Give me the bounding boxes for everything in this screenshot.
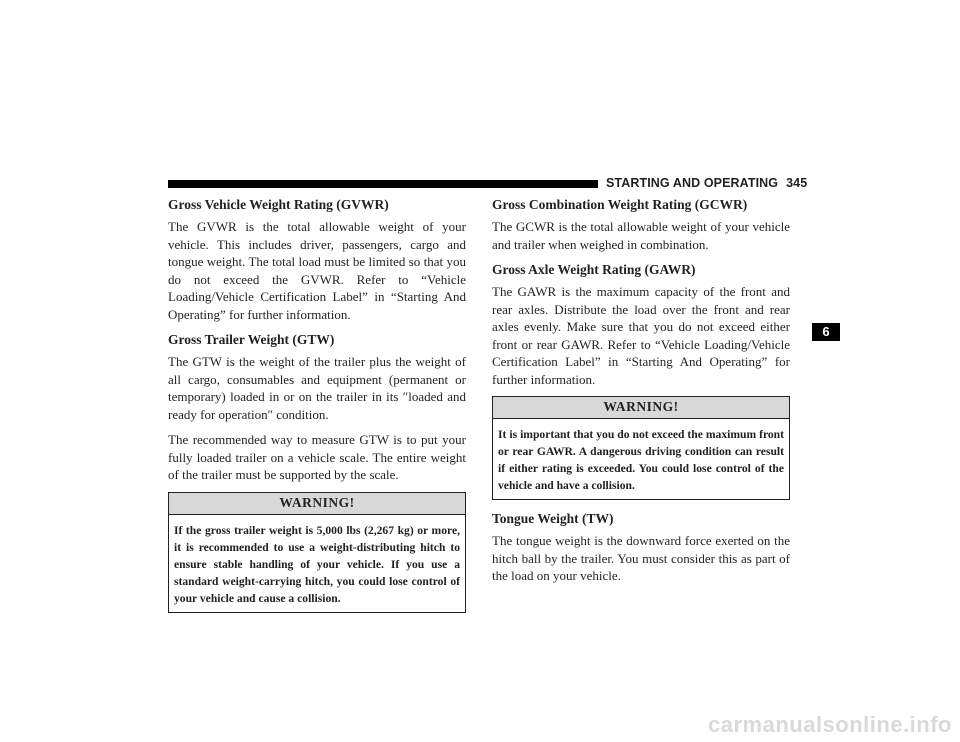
running-header (606, 176, 807, 190)
gcwr-paragraph: The GCWR is the total allowable weight of your vehicle and trailer when weighed in combination. (492, 219, 790, 252)
trailer-weight-warning (168, 492, 466, 613)
right-column (492, 196, 790, 593)
section-title: STARTING AND OPERATING (606, 176, 779, 190)
gawr-heading: Gross Axle Weight Rating (GAWR) (492, 262, 696, 277)
gtw-paragraph-2: The recommended way to measure GTW is to put your fully loaded trailer on a vehicle scale. The entire weight of the trailer must be supported by the scale. (168, 432, 466, 482)
gcwr-heading: Gross Combination Weight Rating (GCWR) (492, 197, 748, 212)
warning-title: WARNING! (493, 397, 789, 419)
left-column (168, 196, 466, 623)
page-number: 345 (786, 176, 808, 190)
warning-title: WARNING! (169, 493, 465, 515)
chapter-tab: 6 (812, 323, 840, 341)
watermark: carmanualsonline.info (708, 712, 952, 737)
warning-text: It is important that you do not exceed the maximum front or rear GAWR. A dangerous driving condition can result if either rating is exceeded. You could lose control of the vehicle and have a collision. (498, 428, 784, 492)
gvwr-paragraph: The GVWR is the total allowable weight of your vehicle. This includes driver, passengers, cargo and tongue weight. The total load must be limited so that you do not exceed the GVWR. Refer to “Vehicle Loading/Vehicle Certification Label” in “Starting And Operating” for further information. (168, 219, 466, 322)
warning-text: If the gross trailer weight is 5,000 lbs (2,267 kg) or more, it is recommended to use a weight-distributing hitch to ensure stable handling of your vehicle. If you use a standard weight-carrying hitch, you could lose control of your vehicle and cause a collision. (174, 523, 460, 605)
header-rule (168, 180, 598, 188)
gtw-heading: Gross Trailer Weight (GTW) (168, 332, 335, 347)
tw-paragraph: The tongue weight is the downward force exerted on the hitch ball by the trailer. You must consider this as part of the load on your vehicle. (492, 533, 790, 583)
gawr-paragraph: The GAWR is the maximum capacity of the front and rear axles. Distribute the load over the front and rear axles evenly. Make sure that you do not exceed either front or rear GAWR. Refer to “Vehicle Loading/Vehicle Certification Label” in “Starting And Operating” for further information. (492, 284, 790, 387)
gawr-warning (492, 396, 790, 500)
gvwr-heading: Gross Vehicle Weight Rating (GVWR) (168, 197, 389, 212)
tw-heading: Tongue Weight (TW) (492, 511, 614, 526)
gtw-paragraph-1: The GTW is the weight of the trailer plus the weight of all cargo, consumables and equipment (permanent or temporary) loaded in or on the trailer in its ″loaded and ready for operation″ condition. (168, 354, 466, 422)
